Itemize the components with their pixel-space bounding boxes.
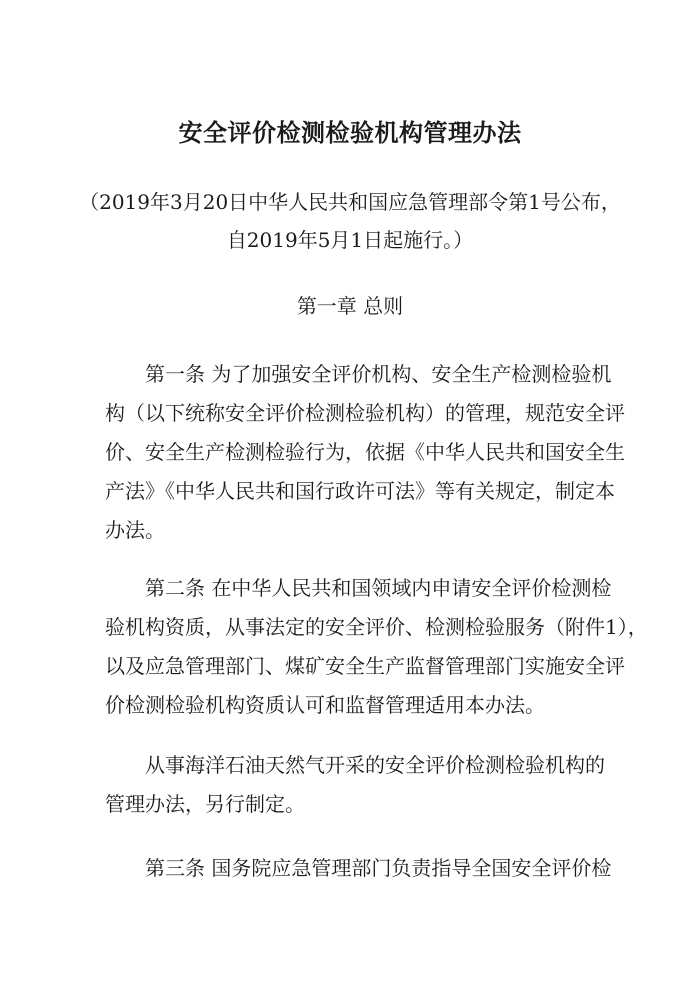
paragraph-line: 从事海洋石油天然气开采的安全评价检测检验机构的: [145, 753, 605, 777]
paragraph-line: 第三条 国务院应急管理部门负责指导全国安全评价检: [145, 856, 612, 880]
paragraph-line: 产法》《中华人民共和国行政许可法》等有关规定，制定本: [105, 479, 615, 503]
document-title: 安全评价检测检验机构管理办法: [178, 119, 522, 147]
subtitle-line: （2019年3月20日中华人民共和国应急管理部令第1号公布，: [79, 190, 621, 214]
paragraph-line: 构（以下统称安全评价检测检验机构）的管理，规范安全评: [105, 401, 625, 425]
paragraph-line: 以及应急管理部门、煤矿安全生产监督管理部门实施安全评: [105, 654, 625, 678]
paragraph-line: 办法。: [105, 518, 165, 542]
chapter-heading: 第一章 总则: [296, 294, 404, 318]
paragraph-line: 第二条 在中华人民共和国领域内申请安全评价检测检: [145, 576, 612, 600]
article-1-paragraph: [105, 355, 625, 550]
paragraph-line: 价、安全生产检测检验行为，依据《中华人民共和国安全生: [105, 440, 625, 464]
article-2-continuation-paragraph: [105, 746, 605, 824]
subtitle-line: 自2019年5月1日起施行。）: [226, 228, 474, 252]
paragraph-line: 第一条 为了加强安全评价机构、安全生产检测检验机: [145, 362, 612, 386]
paragraph-line: 管理办法，另行制定。: [105, 792, 305, 816]
paragraph-line: 验机构资质，从事法定的安全评价、检测检验服务（附件1），: [105, 615, 648, 639]
document-subtitle: [0, 183, 700, 259]
paragraph-line: 价检测检验机构资质认可和监督管理适用本办法。: [105, 693, 545, 717]
article-3-paragraph: [105, 849, 612, 888]
article-2-paragraph: [105, 569, 648, 725]
